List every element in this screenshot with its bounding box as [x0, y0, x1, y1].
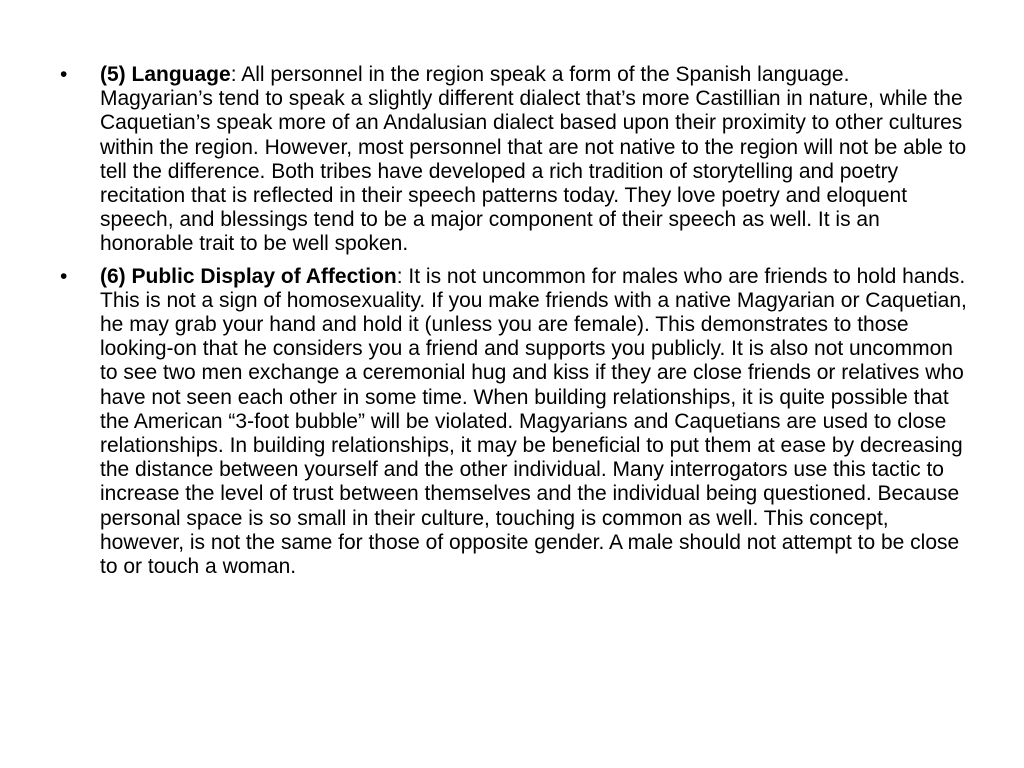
bullet-item-public-display-of-affection: [58, 265, 968, 580]
bullet-body-public-display-of-affection: It is not uncommon for males who are friends to hold hands. This is not a sign of homosexuality. If you make friends with a native Magyarian or Caquetian, he may grab your hand and hold it (unless you are female). This demonstrates to those looking-on that he considers you a friend and supports you publicly. It is also not uncommon to see two men exchange a ceremonial hug and kiss if they are close friends or relatives who have not seen each other in some time. When building relationships, it is quite possible that the American “3-foot bubble” will be violated. Magyarians and Caquetians are used to close relationships. In building relationships, it may be beneficial to put them at ease by decreasing the distance between yourself and the other individual. Many interrogators use this tactic to increase the level of trust between themselves and the individual being questioned. Because personal space is so small in their culture, touching is common as well. This concept, however, is not the same for those of opposite gender. A male should not attempt to be close to or touch a woman.: [100, 264, 967, 579]
bullet-title-language: (5) Language: [100, 63, 231, 86]
bullet-title-public-display-of-affection: (6) Public Display of Affection: [100, 264, 397, 288]
bullet-body-language: All personnel in the region speak a form of the Spanish language. Magyarian’s tend to speak a slightly different dialect that’s more Castillian in nature, while the Caquetian’s speak more of an Andalusian dialect based upon their proximity to other cultures within the region. However, most personnel that are not native to the region will not be able to tell the difference. Both tribes have developed a rich tradition of storytelling and poetry recitation that is reflected in their speech patterns today. They love poetry and eloquent speech, and blessings tend to be a major component of their speech as well. It is an honorable trait to be well spoken.: [100, 63, 967, 256]
bullet-list: [58, 63, 968, 587]
bullet-separator: :: [396, 264, 403, 288]
bullet-icon: •: [60, 264, 68, 288]
bullet-item-language: [58, 63, 968, 257]
bullet-separator: :: [230, 63, 237, 86]
bullet-icon: •: [60, 63, 68, 86]
